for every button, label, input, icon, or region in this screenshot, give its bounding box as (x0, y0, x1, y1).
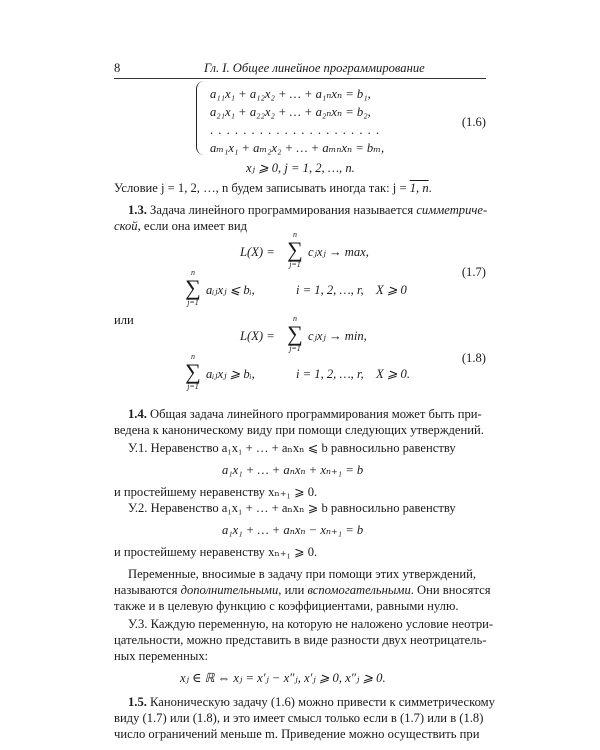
u2-tail: и простейшему неравенству xₙ₊₁ ⩾ 0. (114, 545, 318, 559)
section13-term: симметриче- (416, 203, 488, 217)
eq18-lhs: L(X) = (240, 329, 275, 343)
sum-sign: ∑ (287, 237, 303, 262)
section15-line1-text: Каноническую задачу (1.6) можно привести к симметрическому (150, 695, 495, 709)
section14-line1-text: Общая задача линейного программирования может быть при- (150, 407, 482, 421)
u2-statement: У.2. Неравенство a₁x₁ + … + aₙxₙ ⩾ b равносильно равенству (128, 501, 456, 515)
section15-label: 1.5. (128, 695, 147, 709)
eq17-range: i = 1, 2, …, r, (296, 283, 364, 297)
eq18-body2: aᵢⱼxⱼ ⩾ bᵢ, (206, 367, 255, 381)
sum-sign: ∑ (185, 275, 201, 300)
section14-line1 (128, 406, 482, 422)
sum-upper-limit: n (191, 352, 195, 361)
vars-line2a: называются (114, 583, 178, 597)
eq17-sum2 (183, 268, 203, 308)
u3-equation: xⱼ ∈ ℝ ⇔ xⱼ = x′ⱼ − x″ⱼ, x′ⱼ ⩾ 0, x″ⱼ ⩾ 0. (180, 671, 386, 685)
section15-line1 (128, 694, 495, 710)
eq18-cond: X ⩾ 0. (376, 367, 410, 381)
eq16-row5: xⱼ ⩾ 0, j = 1, 2, …, n. (246, 161, 355, 175)
section13-text-b: , если она имеет вид (137, 219, 247, 233)
condition-line (114, 180, 432, 196)
sum-sign: ∑ (185, 359, 201, 384)
u1-statement: У.1. Неравенство a₁x₁ + … + aₙxₙ ⩽ b равносильно равенству (128, 441, 456, 455)
sum-sign: ∑ (287, 321, 303, 346)
sum-upper-limit: n (293, 230, 297, 239)
eq18-number: (1.8) (461, 351, 486, 365)
eq18-range: i = 1, 2, …, r, (296, 367, 364, 381)
eq16-dots: . . . . . . . . . . . . . . . . . . . . . (210, 123, 381, 137)
u3-line2: цательности, можно представить в виде разности двух неотрицатель- (114, 633, 487, 647)
sum-lower-limit: j=1 (289, 260, 301, 269)
section13-line1 (128, 202, 487, 218)
eq16-row2: a₂₁x₁ + a₂₂x₂ + … + a₂ₙxₙ = b₂, (210, 105, 371, 119)
eq18-sum2 (183, 352, 203, 392)
section13-term2: ской (114, 219, 138, 233)
section15-line2: виду (1.7) или (1.8), и это имеет смысл только если в (1.7) или в (1.8) (114, 711, 484, 725)
eq18-body: cⱼxⱼ → min, (308, 329, 367, 343)
vars-term2: вспомогательными (307, 583, 411, 597)
vars-term1: дополнительными (180, 583, 279, 597)
vars-line3: также и в целевую функцию с коэффициентами, равными нулю. (114, 599, 459, 613)
eq16-row4: aₘ₁x₁ + aₘ₂x₂ + … + aₘₙxₙ = bₘ, (210, 141, 385, 155)
vars-line2b: . Они вносятся (410, 583, 491, 597)
sum-upper-limit: n (293, 314, 297, 323)
u3-line3: ных переменных: (114, 649, 209, 663)
vars-line2 (114, 582, 491, 598)
section15-line3: число ограничений меньше m. Приведение можно осуществить при (114, 727, 480, 741)
section13-line2 (114, 218, 247, 234)
condition-overline: 1, n (409, 181, 429, 195)
page-number: 8 (114, 61, 121, 75)
eq17-number: (1.7) (461, 265, 486, 279)
sum-lower-limit: j=1 (187, 382, 199, 391)
sum-upper-limit: n (191, 268, 195, 277)
eq17-sum1 (285, 230, 305, 270)
section14-label: 1.4. (128, 407, 147, 421)
section13-label: 1.3. (128, 203, 147, 217)
eq16-row1: a₁₁x₁ + a₁₂x₂ + … + a₁ₙxₙ = b₁, (210, 87, 371, 101)
u1-equation: a₁x₁ + … + aₙxₙ + xₙ₊₁ = b (222, 463, 364, 477)
section14-line2: ведена к каноническому виду при помощи следующих утверждений. (114, 423, 484, 437)
condition-text: Условие j = 1, 2, …, n будем записывать иногда так: j = (114, 181, 407, 195)
header-rule (114, 78, 486, 79)
eq17-lhs: L(X) = (240, 245, 275, 259)
vars-or: , или (278, 583, 305, 597)
vars-line1: Переменные, вносимые в задачу при помощи этих утверждений, (128, 567, 476, 581)
eq17-cond: X ⩾ 0 (376, 283, 407, 297)
condition-end: . (428, 181, 432, 195)
u3-line1: У.3. Каждую переменную, на которую не наложено условие неотри- (128, 617, 494, 631)
eq17-body: cⱼxⱼ → max, (308, 245, 369, 259)
or-word: или (114, 313, 134, 327)
sum-lower-limit: j=1 (187, 298, 199, 307)
u1-tail: и простейшему неравенству xₙ₊₁ ⩾ 0. (114, 485, 318, 499)
section13-text-a: Задача линейного программирования называется (150, 203, 414, 217)
eq16-number: (1.6) (461, 115, 486, 129)
eq18-sum1 (285, 314, 305, 354)
system-brace (196, 81, 205, 155)
sum-lower-limit: j=1 (289, 344, 301, 353)
running-title: Гл. I. Общее линейное программирование (204, 61, 425, 75)
eq17-body2: aᵢⱼxⱼ ⩽ bᵢ, (206, 283, 255, 297)
u2-equation: a₁x₁ + … + aₙxₙ − xₙ₊₁ = b (222, 523, 364, 537)
